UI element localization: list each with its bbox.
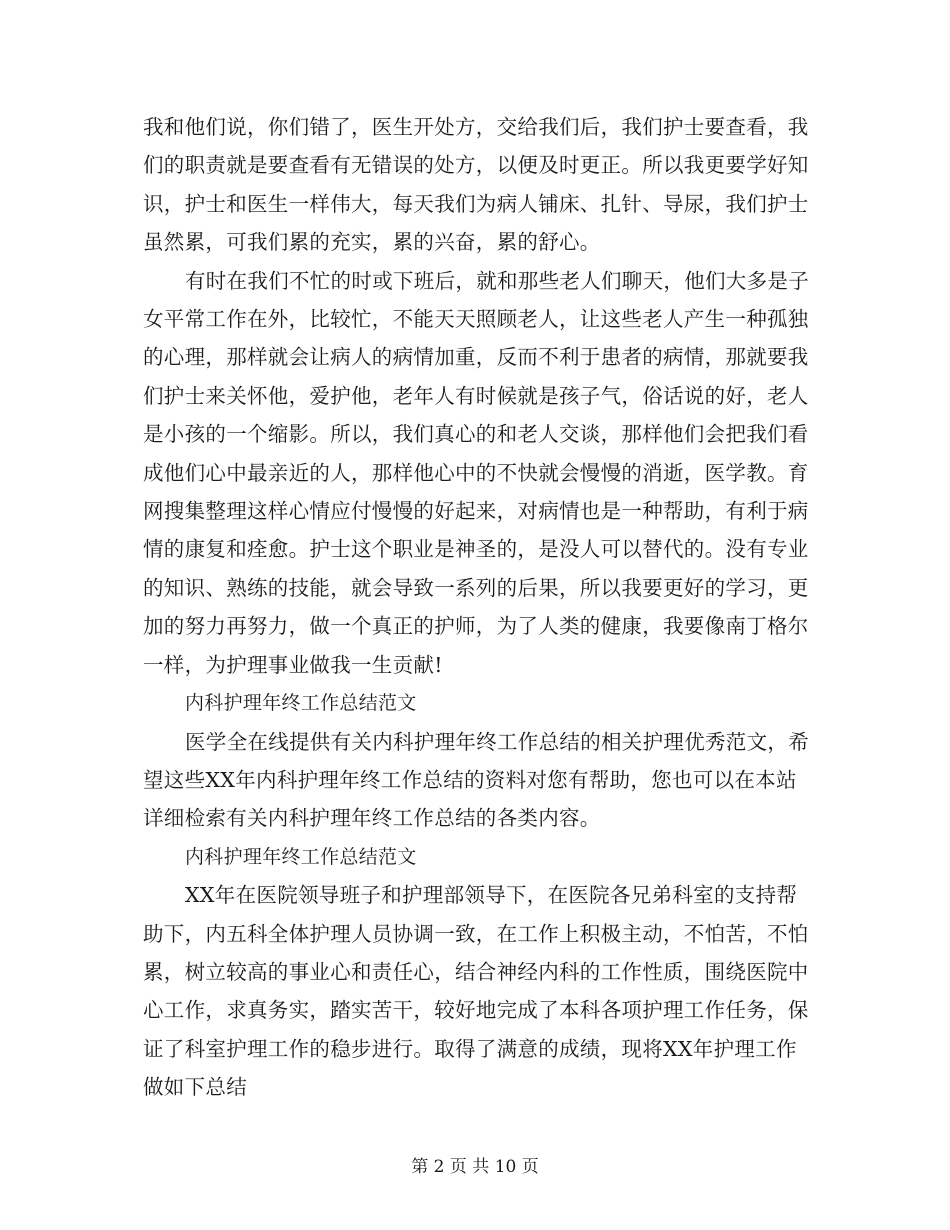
- paragraph-3: 医学全在线提供有关内科护理年终工作总结的相关护理优秀范文，希望这些XX年内科护理年终工作总结的资料对您有帮助，您也可以在本站详细检索有关内科护理年终工作总结的各类内容。: [143, 729, 809, 831]
- document-body: [143, 108, 813, 1107]
- section-heading-1: 内科护理年终工作总结范文: [185, 692, 417, 715]
- paragraph-4: XX年在医院领导班子和护理部领导下，在医院各兄弟科室的支持帮助下，内五科全体护理人员协调一致，在工作上积极主动，不怕苦，不怕累，树立较高的事业心和责任心，结合神经内科的工作性质，围绕医院中心工作，求真务实，踏实苦干，较好地完成了本科各项护理工作任务，保证了科室护理工作的稳步进行。取得了满意的成绩，现将XX年护理工作做如下总结: [143, 883, 809, 1100]
- page-number-footer: 第 2 页 共 10 页: [411, 1157, 539, 1177]
- paragraph-2: 有时在我们不忙的时或下班后，就和那些老人们聊天，他们大多是子女平常工作在外，比较忙，不能天天照顾老人，让这些老人产生一种孤独的心理，那样就会让病人的病情加重，反而不利于患者的病情，那就要我们护士来关怀他，爱护他，老年人有时候就是孩子气，俗话说的好，老人是小孩的一个缩影。所以，我们真心的和老人交谈，那样他们会把我们看成他们心中最亲近的人，那样他心中的不快就会慢慢的消逝，医学教。育网搜集整理这样心情应付慢慢的好起来，对病情也是一种帮助，有利于病情的康复和痊愈。护士这个职业是神圣的，是没人可以替代的。没有专业的知识、熟练的技能，就会导致一系列的后果，所以我要更好的学习，更加的努力再努力，做一个真正的护师，为了人类的健康，我要像南丁格尔一样，为护理事业做我一生贡献!: [143, 268, 809, 677]
- section-heading-2: 内科护理年终工作总结范文: [185, 845, 417, 868]
- paragraph-1: 我和他们说，你们错了，医生开处方，交给我们后，我们护士要查看，我们的职责就是要查看有无错误的处方，以便及时更正。所以我更要学好知识，护士和医生一样伟大，每天我们为病人铺床、扎针、导尿，我们护士虽然累，可我们累的充实，累的兴奋，累的舒心。: [143, 115, 809, 255]
